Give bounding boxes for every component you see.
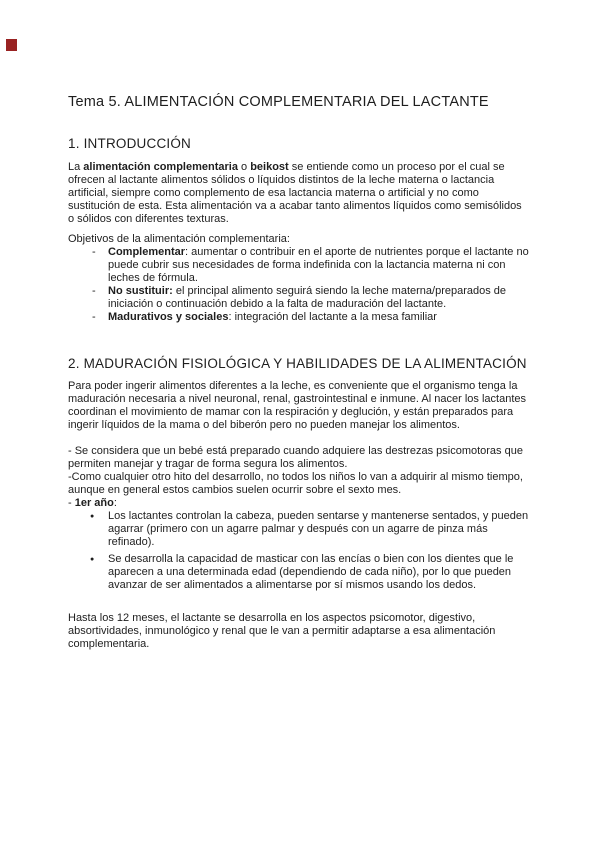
- bold-term-beikost: beikost: [250, 161, 289, 173]
- closing-paragraph: Hasta los 12 meses, el lactante se desarrolla en los aspectos psicomotor, digestivo, absortividades, inmunológico y renal que le van a permitir adaptarse a esa alimentación complementaria.: [68, 612, 496, 650]
- objectives-label: Objetivos de la alimentación complementaria:: [68, 233, 290, 245]
- list-item-complementar: [68, 246, 530, 285]
- bullet-item-text: Los lactantes controlan la cabeza, pueden sentarse y mantenerse sentados, y pueden agarrar (primero con un agarre palmar y después con un agarre de pinza más refinado).: [108, 510, 529, 548]
- list-item-bold-lead: No sustituir:: [108, 285, 173, 297]
- intro-text-segment: se entiende como un proceso por el cual se ofrecen al lactante alimentos sólidos o líquidos distintos de la leche materna o lactancia artificial, siempre como complemento de esa lactancia materna o artificial y no como sustitución de esta. Esta alimentación va a acabar tanto alimentos líquidos como semisólidos o sólidos con diferentes texturas.: [68, 161, 522, 225]
- document-content: [68, 93, 530, 651]
- bullet-item-text: Se desarrolla la capacidad de masticar con las encías o bien con los dientes que le aparecen a una determinada edad (dependiendo de cada niño), por lo que pueden avanzar de ser alimentados a alimentarse por sí mismos usando los dedos.: [108, 553, 514, 591]
- bullet-marker: ●: [90, 513, 95, 520]
- intro-text-segment: o: [237, 161, 251, 173]
- bold-term-1er-anio: 1er año: [74, 497, 114, 509]
- dash-marker: -: [92, 311, 96, 323]
- document-title: Tema 5. ALIMENTACIÓN COMPLEMENTARIA DEL LACTANTE: [68, 94, 489, 110]
- bullet-item-masticar: [68, 553, 530, 592]
- note-bebe-preparado: - Se considera que un bebé está preparado cuando adquiere las destrezas psicomotoras que permiten manejar y tragar de forma segura los alimentos.: [68, 445, 523, 470]
- note-primer-anio: [68, 497, 530, 510]
- bold-term-alimentacion-complementaria: alimentación complementaria: [83, 161, 238, 173]
- intro-text-segment: La: [68, 161, 84, 173]
- bullet-item-control-cabeza: [68, 510, 530, 549]
- list-item-madurativos: [68, 311, 530, 324]
- dash-marker: -: [92, 246, 96, 258]
- note-text-segment: -: [68, 497, 75, 509]
- list-item-text: : aumentar o contribuir en el aporte de nutrientes porque el lactante no puede cubrir sus necesidades de forma indefinida con la lactancia materna ni con leches de fórmula.: [108, 246, 529, 284]
- section-heading-maduracion: 2. MADURACIÓN FISIOLÓGICA Y HABILIDADES DE LA ALIMENTACIÓN: [68, 356, 527, 371]
- note-text-segment: :: [113, 497, 117, 509]
- maduracion-paragraph: Para poder ingerir alimentos diferentes a la leche, es conveniente que el organismo tenga la maduración necesaria a nivel neuronal, renal, gastrointestinal e inmune. Al nacer los lactantes coordinan el movimiento de mamar con la respiración y deglución, y están preparados para ingerir líquidos de la mama o del biberón pero no pueden manejar los alimentos.: [68, 380, 526, 431]
- note-hito-desarrollo: -Como cualquier otro hito del desarrollo, no todos los niños lo van a adquirir al mismo tiempo, aunque en general estos cambios suelen ocurrir sobre el sexto mes.: [68, 471, 523, 496]
- list-item-no-sustituir: [68, 285, 530, 311]
- intro-paragraph: [68, 161, 530, 226]
- first-year-bullet-list: [68, 510, 530, 592]
- dash-marker: -: [92, 285, 96, 297]
- objectives-list: [68, 246, 530, 324]
- red-corner-marker: [6, 39, 17, 51]
- bullet-marker: ●: [90, 556, 95, 563]
- list-item-text: el principal alimento seguirá siendo la leche materna/preparados de iniciación o continuación debido a la falta de maduración del lactante.: [108, 285, 507, 310]
- section-heading-introduccion: 1. INTRODUCCIÓN: [68, 136, 192, 151]
- list-item-text: : integración del lactante a la mesa familiar: [228, 311, 437, 323]
- list-item-bold-lead: Madurativos y sociales: [108, 311, 229, 323]
- development-notes: [68, 445, 530, 510]
- list-item-bold-lead: Complementar: [108, 246, 186, 258]
